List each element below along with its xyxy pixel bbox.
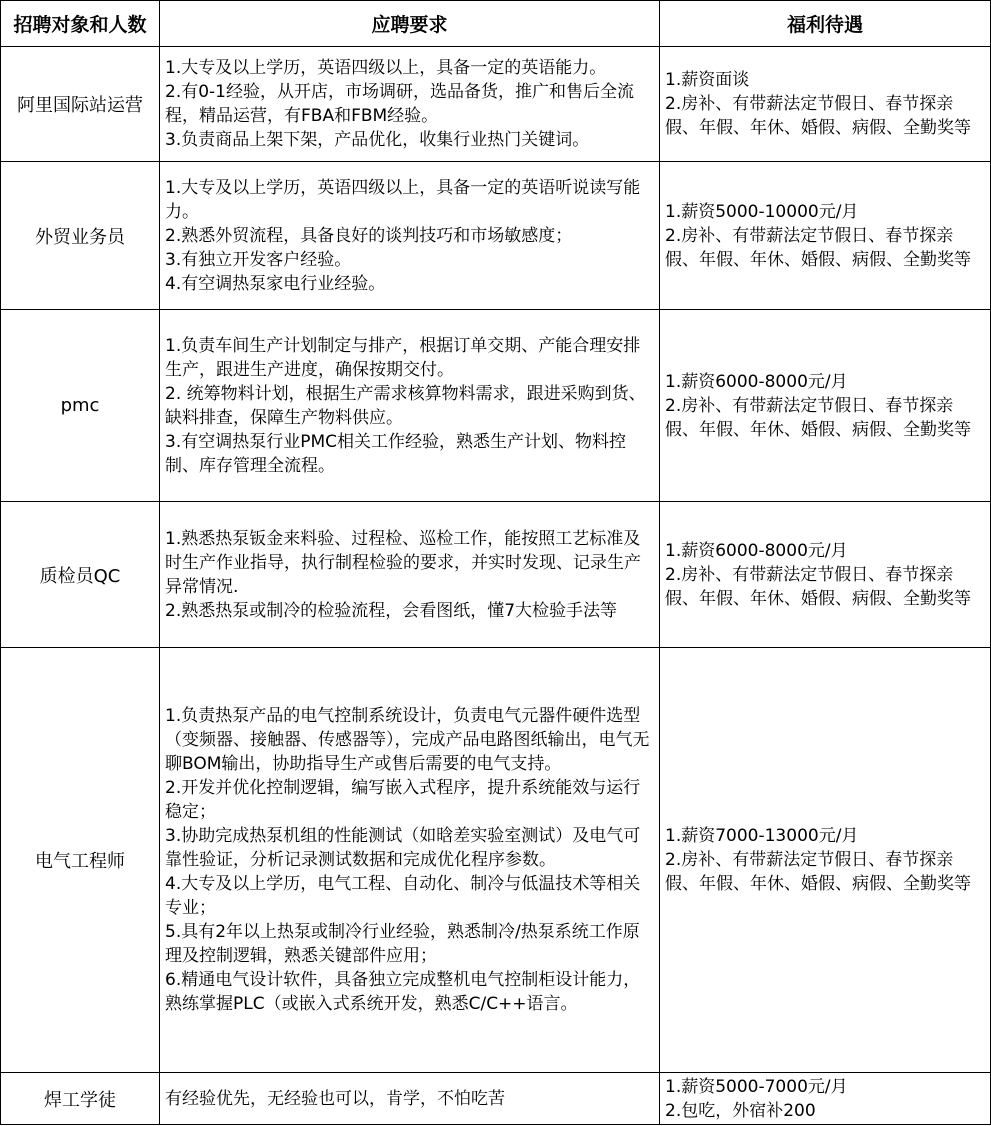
benefits-cell: [660, 162, 991, 310]
benefit-item: 1.薪资面谈: [665, 70, 750, 90]
requirements-cell: [160, 310, 660, 502]
requirement-item: 1.负责车间生产计划制定与排产，根据订单交期、产能合理安排生产，跟进生产进度，确保按期交付。: [165, 335, 641, 380]
requirement-item: 3.协助完成热泵机组的性能测试（如晗差实验室测试）及电气可靠性验证，分析记录测试数据和完成优化程序参数。: [165, 826, 641, 870]
requirement-item: 4.大专及以上学历，电气工程、自动化、制冷与低温技术等相关专业；: [165, 874, 641, 918]
requirement-item: 1.负责热泵产品的电气控制系统设计，负责电气元器件硬件选型（变频器、接触器、传感器等），完成产品电路图纸输出，电气无聊BOM输出，协助指导生产或售后需要的电气支持。: [165, 706, 650, 774]
benefits-cell: [660, 47, 991, 162]
requirements-cell: [160, 648, 660, 1073]
table-row: [1, 648, 991, 1073]
requirement-item: 有经验优先，无经验也可以，肯学，不怕吃苦: [165, 1088, 505, 1109]
benefit-item: 1.薪资6000-8000元/月: [665, 540, 848, 561]
benefit-item: 2.房补、有带薪法定节假日、春节探亲假、年假、年休、婚假、病假、全勤奖等: [665, 225, 971, 270]
requirement-item: 1.熟悉热泵钣金来料验、过程检、巡检工作，能按照工艺标准及时生产作业指导，执行制程检验的要求，并实时发现、记录生产异常情况.: [165, 528, 641, 597]
position-cell: pmc: [1, 310, 160, 502]
benefit-item: 2.包吃，外宿补200: [665, 1100, 816, 1121]
header-position: 招聘对象和人数: [1, 1, 160, 47]
position-cell: 焊工学徒: [1, 1073, 160, 1125]
header-row: [1, 1, 991, 47]
benefit-item: 1.薪资7000-13000元/月: [665, 826, 859, 846]
requirement-item: 6.精通电气设计软件，具备独立完成整机电气控制柜设计能力，熟练掌握PLC（或嵌入式系统开发，熟悉C/C++语言。: [165, 970, 641, 1014]
requirement-item: 3.有空调热泵行业PMC相关工作经验，熟悉生产计划、物料控制、库存管理全流程。: [165, 431, 627, 476]
benefit-item: 2.房补、有带薪法定节假日、春节探亲假、年假、年休、婚假、病假、全勤奖等: [665, 94, 971, 138]
requirement-item: 5.具有2年以上热泵或制冷行业经验，熟悉制冷/热泵系统工作原理及控制逻辑，熟悉关键部件应用；: [165, 922, 640, 966]
benefits-cell: [660, 1073, 991, 1125]
requirement-item: 2.熟悉热泵或制冷的检验流程，会看图纸，懂7大检验手法等: [165, 600, 618, 621]
requirements-cell: [160, 502, 660, 648]
requirement-item: 3.有独立开发客户经验。: [165, 249, 352, 270]
benefit-item: 1.薪资5000-7000元/月: [665, 1076, 848, 1097]
table-row: [1, 1073, 991, 1125]
header-requirements: 应聘要求: [160, 1, 660, 47]
benefits-cell: [660, 310, 991, 502]
benefit-item: 1.薪资5000-10000元/月: [665, 201, 859, 222]
table-row: [1, 47, 991, 162]
header-benefits: 福利待遇: [660, 1, 991, 47]
requirement-item: 2. 统筹物料计划，根据生产需求核算物料需求，跟进采购到货、缺料排查，保障生产物料供应。: [165, 383, 646, 428]
benefit-item: 2.房补、有带薪法定节假日、春节探亲假、年假、年休、婚假、病假、全勤奖等: [665, 850, 971, 894]
position-cell: 质检员QC: [1, 502, 160, 648]
benefit-item: 1.薪资6000-8000元/月: [665, 371, 848, 392]
requirements-cell: [160, 162, 660, 310]
requirements-cell: [160, 1073, 660, 1125]
requirement-item: 4.有空调热泵家电行业经验。: [165, 273, 386, 294]
benefits-cell: [660, 648, 991, 1073]
requirements-cell: [160, 47, 660, 162]
position-cell: 阿里国际站运营: [1, 47, 160, 162]
table-row: [1, 502, 991, 648]
position-cell: 外贸业务员: [1, 162, 160, 310]
requirement-item: 2.开发并优化控制逻辑，编写嵌入式程序，提升系统能效与运行稳定；: [165, 778, 641, 822]
requirement-item: 1.大专及以上学历，英语四级以上，具备一定的英语能力。: [165, 58, 607, 78]
benefit-item: 2.房补、有带薪法定节假日、春节探亲假、年假、年休、婚假、病假、全勤奖等: [665, 564, 971, 609]
table-row: [1, 310, 991, 502]
position-cell: 电气工程师: [1, 648, 160, 1073]
requirement-item: 1.大专及以上学历，英语四级以上，具备一定的英语听说读写能力。: [165, 177, 641, 222]
requirement-item: 3.负责商品上架下架，产品优化，收集行业热门关键词。: [165, 130, 590, 150]
table-row: [1, 162, 991, 310]
benefit-item: 2.房补、有带薪法定节假日、春节探亲假、年假、年休、婚假、病假、全勤奖等: [665, 395, 971, 440]
requirement-item: 2.熟悉外贸流程，具备良好的谈判技巧和市场敏感度；: [165, 225, 573, 246]
benefits-cell: [660, 502, 991, 648]
requirement-item: 2.有0-1经验，从开店，市场调研，选品备货，推广和售后全流程，精品运营，有FBA和FBM经验。: [165, 82, 634, 126]
